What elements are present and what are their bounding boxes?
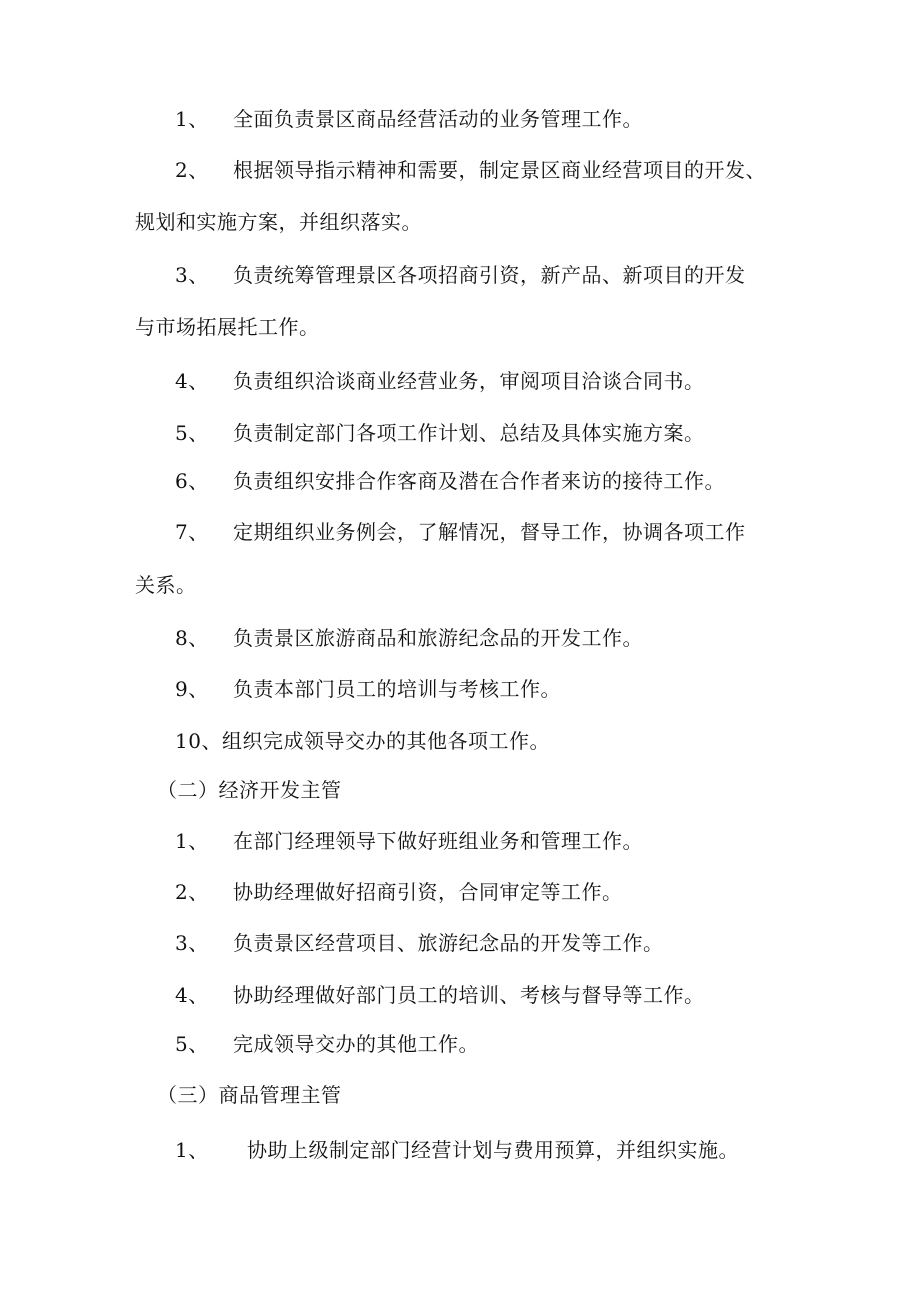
item-number: 4、 <box>175 983 209 1007</box>
item-text: 关系。 <box>135 573 197 597</box>
section-heading <box>157 778 342 802</box>
item-text: 全面负责景区商品经营活动的业务管理工作。 <box>233 107 643 131</box>
item-text: 10、组织完成领导交办的其他各项工作。 <box>175 729 550 753</box>
list-item-continuation <box>135 573 197 597</box>
item-text: 协助经理做好部门员工的培训、考核与督导等工作。 <box>233 983 705 1007</box>
item-number: 1、 <box>175 107 209 131</box>
list-item-continuation <box>135 210 422 234</box>
list-item <box>175 931 664 955</box>
item-number: 6、 <box>175 469 209 493</box>
section-heading <box>157 1083 342 1107</box>
item-text: 协助经理做好招商引资，合同审定等工作。 <box>233 880 623 904</box>
item-number: 5、 <box>175 421 209 445</box>
item-text: 负责制定部门各项工作计划、总结及具体实施方案。 <box>233 421 705 445</box>
list-item-continuation <box>135 315 320 339</box>
list-item <box>175 520 746 544</box>
item-text: 协助上级制定部门经营计划与费用预算，并组织实施。 <box>247 1138 739 1162</box>
list-item <box>175 983 705 1007</box>
list-item <box>175 158 766 182</box>
item-number: 8、 <box>175 626 209 650</box>
list-item <box>175 626 643 650</box>
item-number: 5、 <box>175 1032 209 1056</box>
item-text: 在部门经理领导下做好班组业务和管理工作。 <box>233 829 643 853</box>
item-text: 负责组织洽谈商业经营业务，审阅项目洽谈合同书。 <box>233 369 705 393</box>
item-text: 负责组织安排合作客商及潜在合作者来访的接待工作。 <box>233 469 725 493</box>
list-item <box>175 107 643 131</box>
item-number: 1、 <box>175 1138 209 1162</box>
item-number: 2、 <box>175 880 209 904</box>
list-item <box>175 1138 739 1162</box>
item-number: 2、 <box>175 158 209 182</box>
item-text: 负责本部门员工的培训与考核工作。 <box>233 677 561 701</box>
list-item <box>175 421 705 445</box>
section-heading-text: （三）商品管理主管 <box>157 1083 342 1107</box>
item-text: 负责景区旅游商品和旅游纪念品的开发工作。 <box>233 626 643 650</box>
item-text: 负责景区经营项目、旅游纪念品的开发等工作。 <box>233 931 664 955</box>
list-item <box>175 829 643 853</box>
item-text: 负责统筹管理景区各项招商引资，新产品、新项目的开发 <box>233 263 746 287</box>
item-number: 4、 <box>175 369 209 393</box>
item-number: 1、 <box>175 829 209 853</box>
item-text: 规划和实施方案，并组织落实。 <box>135 210 422 234</box>
item-number: 3、 <box>175 931 209 955</box>
item-text: 定期组织业务例会，了解情况，督导工作，协调各项工作 <box>233 520 746 544</box>
item-text: 根据领导指示精神和需要，制定景区商业经营项目的开发、 <box>233 158 766 182</box>
list-item <box>175 880 623 904</box>
list-item <box>175 729 550 753</box>
item-number: 7、 <box>175 520 209 544</box>
item-text: 与市场拓展托工作。 <box>135 315 320 339</box>
item-number: 3、 <box>175 263 209 287</box>
list-item <box>175 469 725 493</box>
item-text: 完成领导交办的其他工作。 <box>233 1032 479 1056</box>
item-number: 9、 <box>175 677 209 701</box>
list-item <box>175 677 561 701</box>
section-heading-text: （二）经济开发主管 <box>157 778 342 802</box>
list-item <box>175 1032 479 1056</box>
list-item <box>175 369 705 393</box>
list-item <box>175 263 746 287</box>
